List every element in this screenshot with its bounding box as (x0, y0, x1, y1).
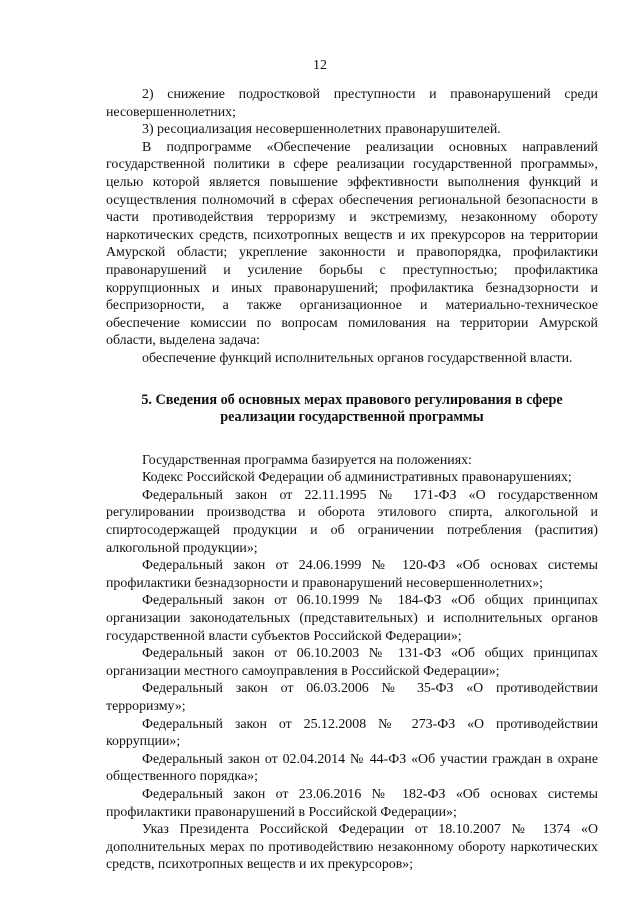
section-heading-line: реализации государственной программы (220, 409, 484, 426)
paragraph: Федеральный закон от 02.04.2014 № 44-ФЗ «Об участии граждан в охране общественного порядка»; (106, 751, 598, 785)
paragraph: 2) снижение подростковой преступности и правонарушений среди несовершеннолетних; (106, 87, 598, 120)
paragraph: Федеральный закон от 06.03.2006 № 35-ФЗ «О противодействии терроризму»; (106, 681, 598, 714)
paragraph: В подпрограмме «Обеспечение реализации основных направлений государственной политики в сфере реализации государственной программы», целью которой является повышение эффективности выполнения функций и осуществления полномочий в сферах обеспечения региональной безопасности в части противодействия терроризму и экстремизму, незаконному обороту наркотических средств, психотропных веществ и их прекурсоров на территории Амурской области; укрепление законности и правопорядка, профилактики правонарушений и усиление борьбы с преступностью; профилактика коррупционных и иных правонарушений; профилактика безнадзорности и беспризорности, а также организационное и материально-техническое обеспечение комиссии по вопросам помилования на территории Амурской области, выделена задача: (106, 139, 598, 349)
paragraph: Кодекс Российской Федерации об административных правонарушениях; (142, 470, 572, 486)
paragraph: Федеральный закон от 06.10.1999 № 184-ФЗ «Об общих принципах организации законодательных (представительных) и исполнительных органов государственной власти субъектов Российской Федерации»; (106, 593, 598, 644)
paragraph: 3) ресоциализация несовершеннолетних правонарушителей. (142, 122, 501, 138)
paragraph: Государственная программа базируется на положениях: (142, 452, 472, 468)
section-heading-line: 5. Сведения об основных мерах правового регулирования в сфере (141, 391, 563, 408)
paragraph: обеспечение функций исполнительных органов государственной власти. (142, 350, 573, 366)
section-heading (106, 392, 598, 427)
paragraph: Федеральный закон от 06.10.2003 № 131-ФЗ «Об общих принципах организации местного самоуправления в Российской Федерации»; (106, 646, 598, 679)
page-number: 12 (313, 58, 327, 73)
paragraph: Федеральный закон от 25.12.2008 № 273-ФЗ «О противодействии коррупции»; (106, 716, 598, 750)
paragraph: Федеральный закон от 24.06.1999 № 120-ФЗ «Об основах системы профилактики безнадзорности и правонарушений несовершеннолетних»; (106, 558, 598, 591)
page-body (106, 86, 598, 874)
paragraph: Федеральный закон от 23.06.2016 № 182-ФЗ «Об основах системы профилактики правонарушений в Российской Федерации»; (106, 786, 598, 820)
paragraph: Указ Президента Российской Федерации от 18.10.2007 № 1374 «О дополнительных мерах по противодействию незаконному обороту наркотических средств, психотропных веществ и их прекурсоров»; (106, 822, 598, 873)
paragraph: Федеральный закон от 22.11.1995 № 171-ФЗ «О государственном регулировании производства и оборота этилового спирта, алкогольной и спиртосодержащей продукции и об ограничении потребления (распития) алкогольной продукции»; (106, 487, 598, 556)
